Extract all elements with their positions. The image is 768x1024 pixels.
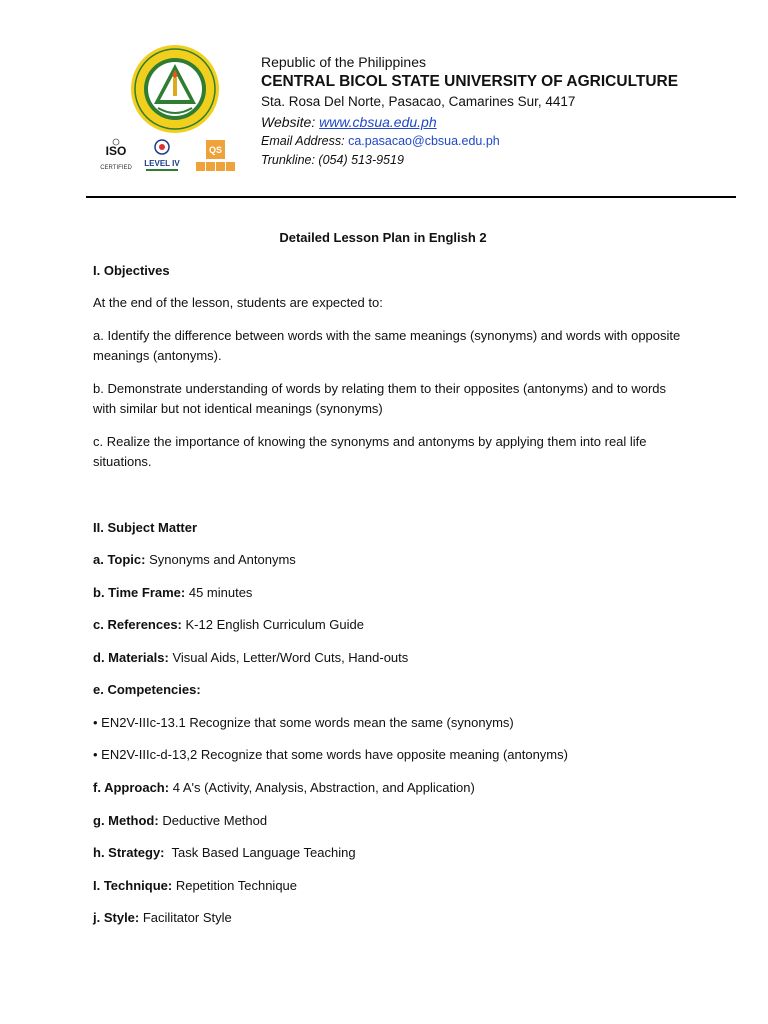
objective-a: a. Identify the difference between words with the same meanings (synonyms) and words with opposite meanings (antonyms).: [93, 328, 681, 363]
iso-badge-text: ISO: [105, 144, 127, 158]
item-label: j. Style:: [93, 910, 140, 925]
university-name: CENTRAL BICOL STATE UNIVERSITY OF AGRICULTURE: [261, 73, 679, 90]
objectives-intro: At the end of the lesson, students are expected to:: [93, 295, 383, 310]
subject-item-method: [93, 811, 683, 831]
trunkline: Trunkline: (054) 513-9519: [261, 153, 404, 167]
subject-item-topic: [93, 550, 683, 570]
item-label: g. Method:: [93, 813, 159, 828]
qs-stars-badge: [196, 140, 235, 171]
objective-b: b. Demonstrate understanding of words by relating them to their opposites (antonyms) and to words with similar but not identical meanings (synonyms): [93, 381, 667, 416]
item-value: Facilitator Style: [139, 910, 232, 925]
letterhead: [261, 54, 741, 170]
subject-item-style: [93, 908, 683, 928]
email-label: Email Address:: [261, 134, 349, 148]
item-value: Deductive Method: [158, 813, 268, 828]
competency-1: • EN2V-IIIc-13.1 Recognize that some words mean the same (synonyms): [93, 715, 514, 730]
item-value: K-12 English Curriculum Guide: [181, 617, 364, 632]
item-label: I. Technique:: [93, 878, 173, 893]
item-value: 45 minutes: [185, 585, 253, 600]
item-value: Visual Aids, Letter/Word Cuts, Hand-outs: [168, 650, 409, 665]
university-address: Sta. Rosa Del Norte, Pasacao, Camarines Sur, 4417: [261, 94, 576, 109]
item-label: h. Strategy:: [93, 845, 165, 860]
item-value: Task Based Language Teaching: [164, 845, 356, 860]
email-link[interactable]: ca.pasacao@cbsua.edu.ph: [348, 134, 500, 148]
website-line: [261, 112, 741, 132]
accreditation-badges: [98, 138, 240, 174]
subject-item-technique: [93, 876, 683, 896]
subject-item-strategy: [93, 843, 683, 863]
item-label: a. Topic:: [93, 552, 146, 567]
email-line: [261, 132, 741, 151]
website-link[interactable]: www.cbsua.edu.ph: [319, 114, 437, 130]
iso-certified-badge: [100, 139, 132, 171]
item-value: 4 A's (Activity, Analysis, Abstraction, and Application): [169, 780, 475, 795]
subject-item-references: [93, 615, 683, 635]
republic-line: Republic of the Philippines: [261, 54, 426, 70]
item-label: c. References:: [93, 617, 182, 632]
subject-matter-heading: II. Subject Matter: [93, 520, 198, 535]
level-iv-badge: [144, 140, 180, 171]
competency-2: • EN2V-IIIc-d-13,2 Recognize that some words have opposite meaning (antonyms): [93, 747, 568, 762]
subject-item-time-frame: [93, 583, 683, 603]
item-label: d. Materials:: [93, 650, 169, 665]
header-divider: [86, 196, 736, 198]
subject-item-competencies: [93, 680, 683, 700]
item-label: e. Competencies:: [93, 682, 201, 697]
level-badge-text: LEVEL IV: [144, 159, 180, 168]
website-label: Website:: [261, 114, 320, 130]
item-label: b. Time Frame:: [93, 585, 186, 600]
subject-item-approach: [93, 778, 683, 798]
objectives-heading: I. Objectives: [93, 263, 170, 278]
iso-badge-subtext: CERTIFIED: [100, 165, 132, 171]
subject-item-materials: [93, 648, 683, 668]
university-seal-logo: [130, 44, 220, 134]
item-value: Repetition Technique: [172, 878, 298, 893]
document-title: Detailed Lesson Plan in English 2: [279, 230, 487, 245]
item-value: Synonyms and Antonyms: [145, 552, 296, 567]
objective-c: c. Realize the importance of knowing the synonyms and antonyms by applying them into real life situations.: [93, 434, 647, 469]
item-label: f. Approach:: [93, 780, 170, 795]
qs-badge-text: QS: [208, 145, 223, 155]
